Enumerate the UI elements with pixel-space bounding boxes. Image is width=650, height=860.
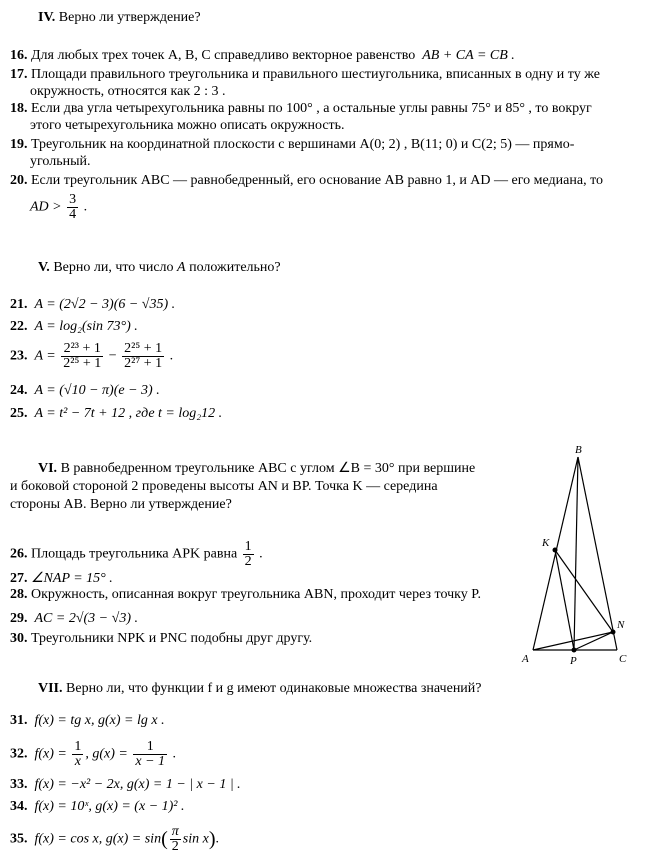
item-33: 33. f(x) = −x² − 2x, g(x) = 1 − | x − 1 | . <box>10 777 241 792</box>
item-20: 20. Если треугольник ABC — равнобедренный, его основание AB равно 1, и AD — его медиана, то <box>10 173 603 188</box>
item-30: 30. Треугольники NPK и PNC подобны друг другу. <box>10 631 313 646</box>
vector-equation: AB + CA = CB . <box>422 48 515 63</box>
label-k: K <box>542 537 550 549</box>
item-25: 25. A = t² − 7t + 12 , где t = log₂12 . <box>10 406 223 421</box>
item-24: 24. A = (√10 − π)(e − 3) . <box>10 383 160 398</box>
item-19-cont: угольный. <box>30 154 91 169</box>
item-17: 17. Площади правильного треугольника и правильного шестиугольника, вписанных в одну и ту же <box>10 67 600 82</box>
point-n <box>611 630 616 635</box>
item-34: 34. f(x) = 10ˣ, g(x) = (x − 1)² . <box>10 799 185 814</box>
item-31: 31. f(x) = tg x, g(x) = lg x . <box>10 713 165 728</box>
triangle-figure <box>515 440 635 670</box>
label-n: N <box>617 619 625 631</box>
item-19: 19. Треугольник на координатной плоскости с вершинами A(0; 2) , B(11; 0) и C(2; 5) — прямо- <box>10 137 575 152</box>
item-29: 29. AC = 2√(3 − √3) . <box>10 611 138 626</box>
point-p <box>572 648 577 653</box>
section-v-heading: V. Верно ли, что число A положительно? <box>38 260 281 275</box>
item-18-cont: этого четырехугольника можно описать окружность. <box>30 118 345 133</box>
label-a: A <box>522 653 529 665</box>
item-20-cont: AD > $\frac{3}{4}$ . <box>30 192 88 222</box>
item-21: 21. A = (2√2 − 3)(6 − √35) . <box>10 297 176 312</box>
point-k <box>553 548 558 553</box>
label-p: P <box>570 655 577 667</box>
label-c: C <box>619 653 627 665</box>
section-iv-heading: IV. Верно ли утверждение? <box>38 10 201 25</box>
item-17-cont: окружность, относятся как 2 : 3 . <box>30 84 226 99</box>
item-27: 27. ∠NAP = 15° . <box>10 571 113 586</box>
item-23: 23. A = $\frac{\text{2²³ + 1}}{\text{2²⁵ + 1}}$ − $\frac{\text{2²⁵ + 1}}{\text{2²⁷ + 1}}$ . <box>10 341 174 371</box>
fraction-3-4: $\frac{3}{4}$ <box>69 192 77 222</box>
section-vi-text: VI. В равнобедренном треугольнике ABC с углом ∠B = 30° при вершине и боковой стороной 2 проведены высоты AN и BP. Точка K — середина стороны AB. Верно ли утверждение? <box>10 461 476 512</box>
item-28: 28. Окружность, описанная вокруг треугольника ABN, проходит через точку P. <box>10 587 482 602</box>
item-26: 26. Площадь треугольника APK равна $\frac{1}{2}$ . <box>10 539 263 569</box>
item-18: 18. Если два угла четырехугольника равны по 100° , а остальные углы равны 75° и 85° , то вокруг <box>10 101 592 116</box>
item-22: 22. A = log₂(sin 73°) . <box>10 319 138 334</box>
item-16: 16. Для любых трех точек A, B, C справедливо векторное равенство AB + CA = CB . <box>10 48 515 63</box>
item-32: 32. f(x) = $\frac{1}{x}$ , g(x) = $\frac{1}{x - 1}$ . <box>10 739 177 769</box>
item-35: 35. f(x) = cos x, g(x) = sin( $\frac{\pi}{2}$ sin x). <box>10 824 219 854</box>
label-b: B <box>575 444 582 456</box>
section-vii-heading: VII. Верно ли, что функции f и g имеют одинаковые множества значений? <box>38 681 482 696</box>
